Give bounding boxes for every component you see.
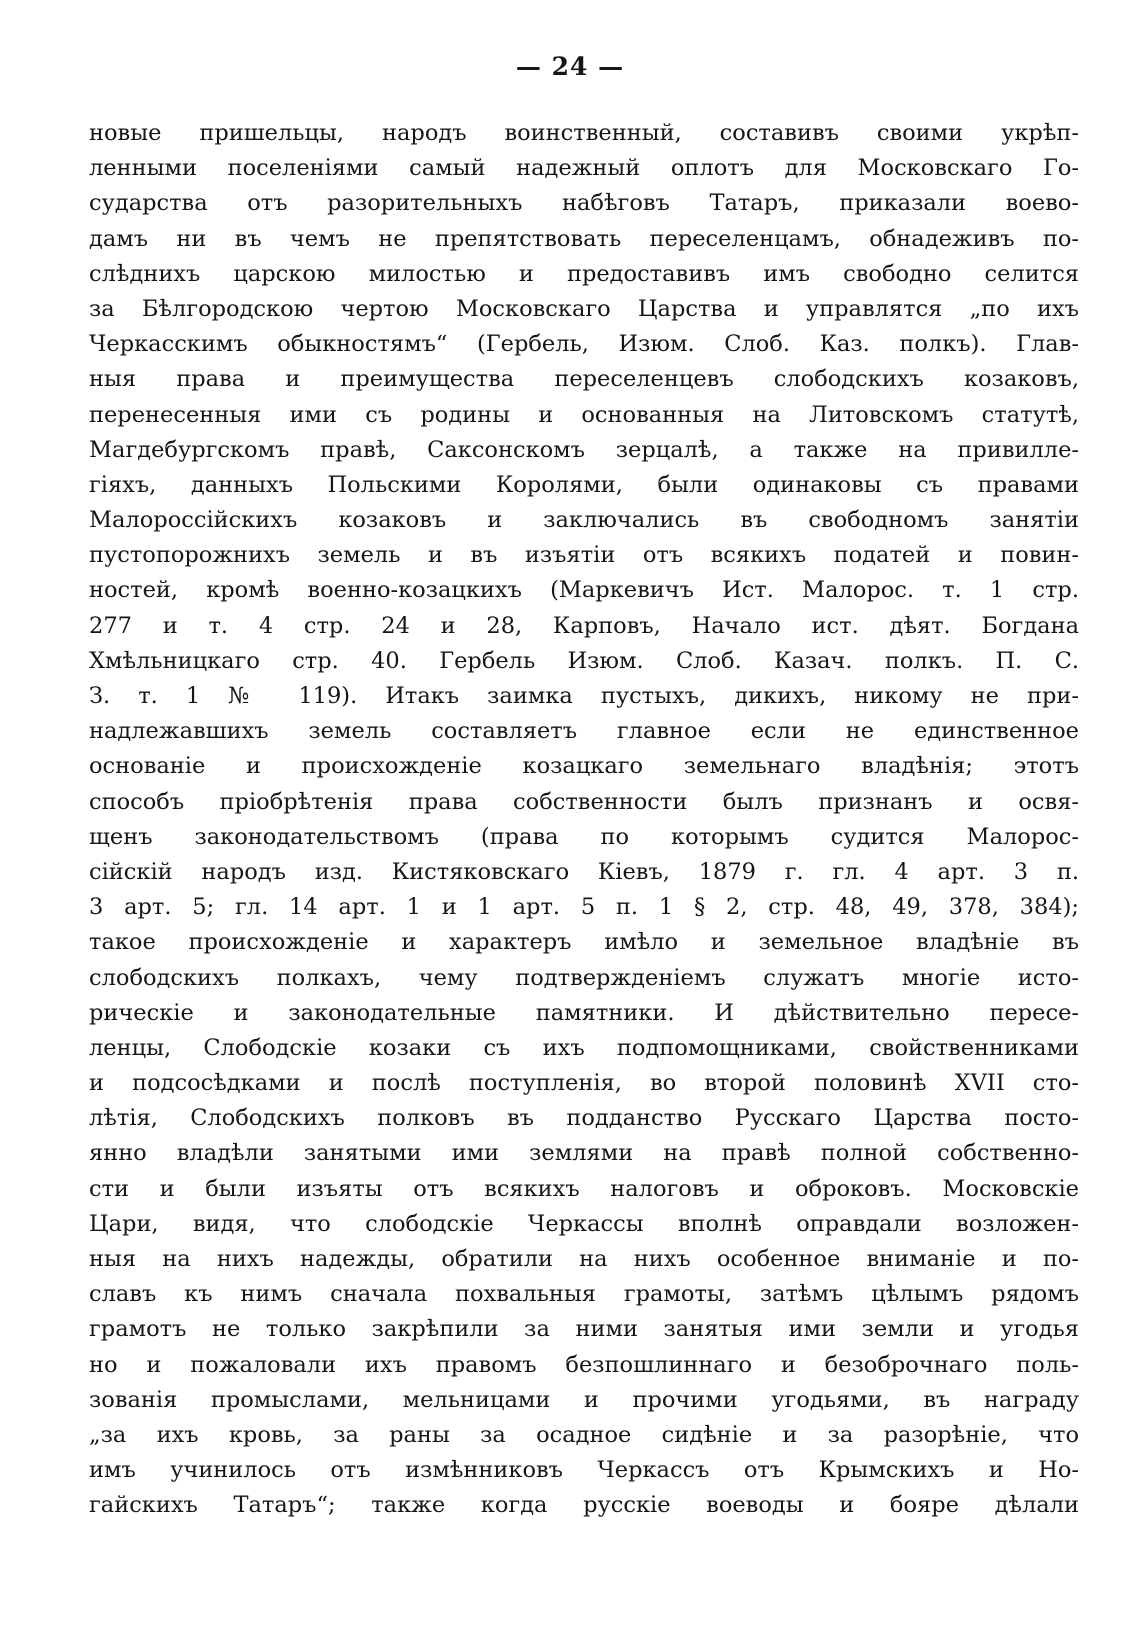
page-number: — 24 —: [515, 52, 625, 81]
text-line: сійскій народъ изд. Кистяковскаго Кіевъ, 1879 г. гл. 4 арт. 3 п.: [89, 858, 1079, 885]
text-line: гайскихъ Татаръ“; также когда русскіе воеводы и бояре дѣлали: [89, 1492, 1079, 1519]
text-line: „за ихъ кровь, за раны за осадное сидѣніе и за разорѣніе, что: [89, 1421, 1079, 1448]
text-line: за Бѣлгородскою чертою Московскаго Царства и управлятся „по ихъ: [89, 295, 1079, 322]
body-text: [89, 116, 1079, 1524]
text-line: способъ пріобрѣтенія права собственности былъ признанъ и освя-: [89, 788, 1079, 815]
text-line: ныя на нихъ надежды, обратили на нихъ особенное вниманіе и по-: [89, 1246, 1079, 1272]
text-line: сти и были изъяты отъ всякихъ налоговъ и оброковъ. Московскіе: [89, 1175, 1079, 1202]
text-line: гіяхъ, данныхъ Польскими Королями, были одинаковы съ правами: [89, 471, 1079, 498]
text-line: дамъ ни въ чемъ не препятствовать переселенцамъ, обнадеживъ по-: [89, 225, 1079, 252]
text-line: новые пришельцы, народъ воинственный, составивъ своими укрѣп-: [89, 120, 1079, 146]
text-line: рическіе и законодательные памятники. И дѣйствительно пересе-: [89, 999, 1079, 1026]
text-line: такое происхожденіе и характеръ имѣло и земельное владѣніе въ: [89, 929, 1079, 956]
text-line: ныя права и преимущества переселенцевъ слободскихъ козаковъ,: [89, 366, 1079, 393]
text-line: лѣтія, Слободскихъ полковъ въ подданство Русскаго Царства посто-: [89, 1105, 1079, 1132]
text-line: и подсосѣдками и послѣ поступленія, во второй половинѣ XVII сто-: [89, 1070, 1079, 1097]
text-line: грамотъ не только закрѣпили за ними занятыя ими земли и угодья: [89, 1316, 1079, 1343]
text-line: ностей, кромѣ военно-козацкихъ (Маркевичъ Ист. Малорос. т. 1 стр.: [89, 577, 1079, 604]
text-line: Малороссійскихъ козаковъ и заключались въ свободномъ занятіи: [89, 507, 1079, 534]
text-line: щенъ законодательствомъ (права по которымъ судится Малорос-: [89, 823, 1079, 850]
text-line: зованія промыслами, мельницами и прочими угодьями, въ награду: [89, 1386, 1079, 1413]
text-line: сударства отъ разорительныхъ набѣговъ Татаръ, приказали воево-: [89, 190, 1079, 217]
text-line: Черкасскимъ обыкностямъ“ (Гербель, Изюм. Слоб. Каз. полкъ). Глав-: [89, 331, 1079, 358]
text-line: надлежавшихъ земель составляетъ главное если не единственное: [89, 718, 1079, 745]
text-line: слѣднихъ царскою милостью и предоставивъ имъ свободно селится: [89, 260, 1079, 287]
text-line: 277 и т. 4 стр. 24 и 28, Карповъ, Начало ист. дѣят. Богдана: [89, 612, 1079, 639]
text-line: славъ къ нимъ сначала похвальныя грамоты, затѣмъ цѣлымъ рядомъ: [89, 1281, 1079, 1308]
text-line: ленными поселеніями самый надежный оплотъ для Московскаго Го-: [89, 155, 1079, 182]
text-line: 3 арт. 5; гл. 14 арт. 1 и 1 арт. 5 п. 1 § 2, стр. 48, 49, 378, 384);: [89, 894, 1079, 921]
text-line: Магдебургскомъ правѣ, Саксонскомъ зерцалѣ, а также на привилле-: [89, 436, 1079, 463]
text-line: З. т. 1 № 119). Итакъ заимка пустыхъ, дикихъ, никому не при-: [89, 683, 1079, 709]
text-line: имъ учинилось отъ измѣнниковъ Черкассъ отъ Крымскихъ и Но-: [89, 1457, 1079, 1484]
text-line: пустопорожнихъ земель и въ изъятіи отъ всякихъ податей и повин-: [89, 542, 1079, 569]
text-line: слободскихъ полкахъ, чему подтвержденіемъ служатъ многіе исто-: [89, 964, 1079, 991]
text-line: Цари, видя, что слободскіе Черкассы вполнѣ оправдали возложен-: [89, 1210, 1079, 1237]
text-line: ленцы, Слободскіе козаки съ ихъ подпомощниками, свойственниками: [89, 1034, 1079, 1061]
text-line: перенесенныя ими съ родины и основанныя на Литовскомъ статутѣ,: [89, 401, 1079, 428]
text-line: но и пожаловали ихъ правомъ безпошлиннаго и безоброчнаго поль-: [89, 1351, 1079, 1378]
text-line: янно владѣли занятыми ими землями на правѣ полной собственно-: [89, 1140, 1079, 1167]
text-line: Хмѣльницкаго стр. 40. Гербель Изюм. Слоб. Казач. полкъ. П. С.: [89, 647, 1079, 674]
text-line: основаніе и происхожденіе козацкаго земельнаго владѣнія; этотъ: [89, 753, 1079, 780]
